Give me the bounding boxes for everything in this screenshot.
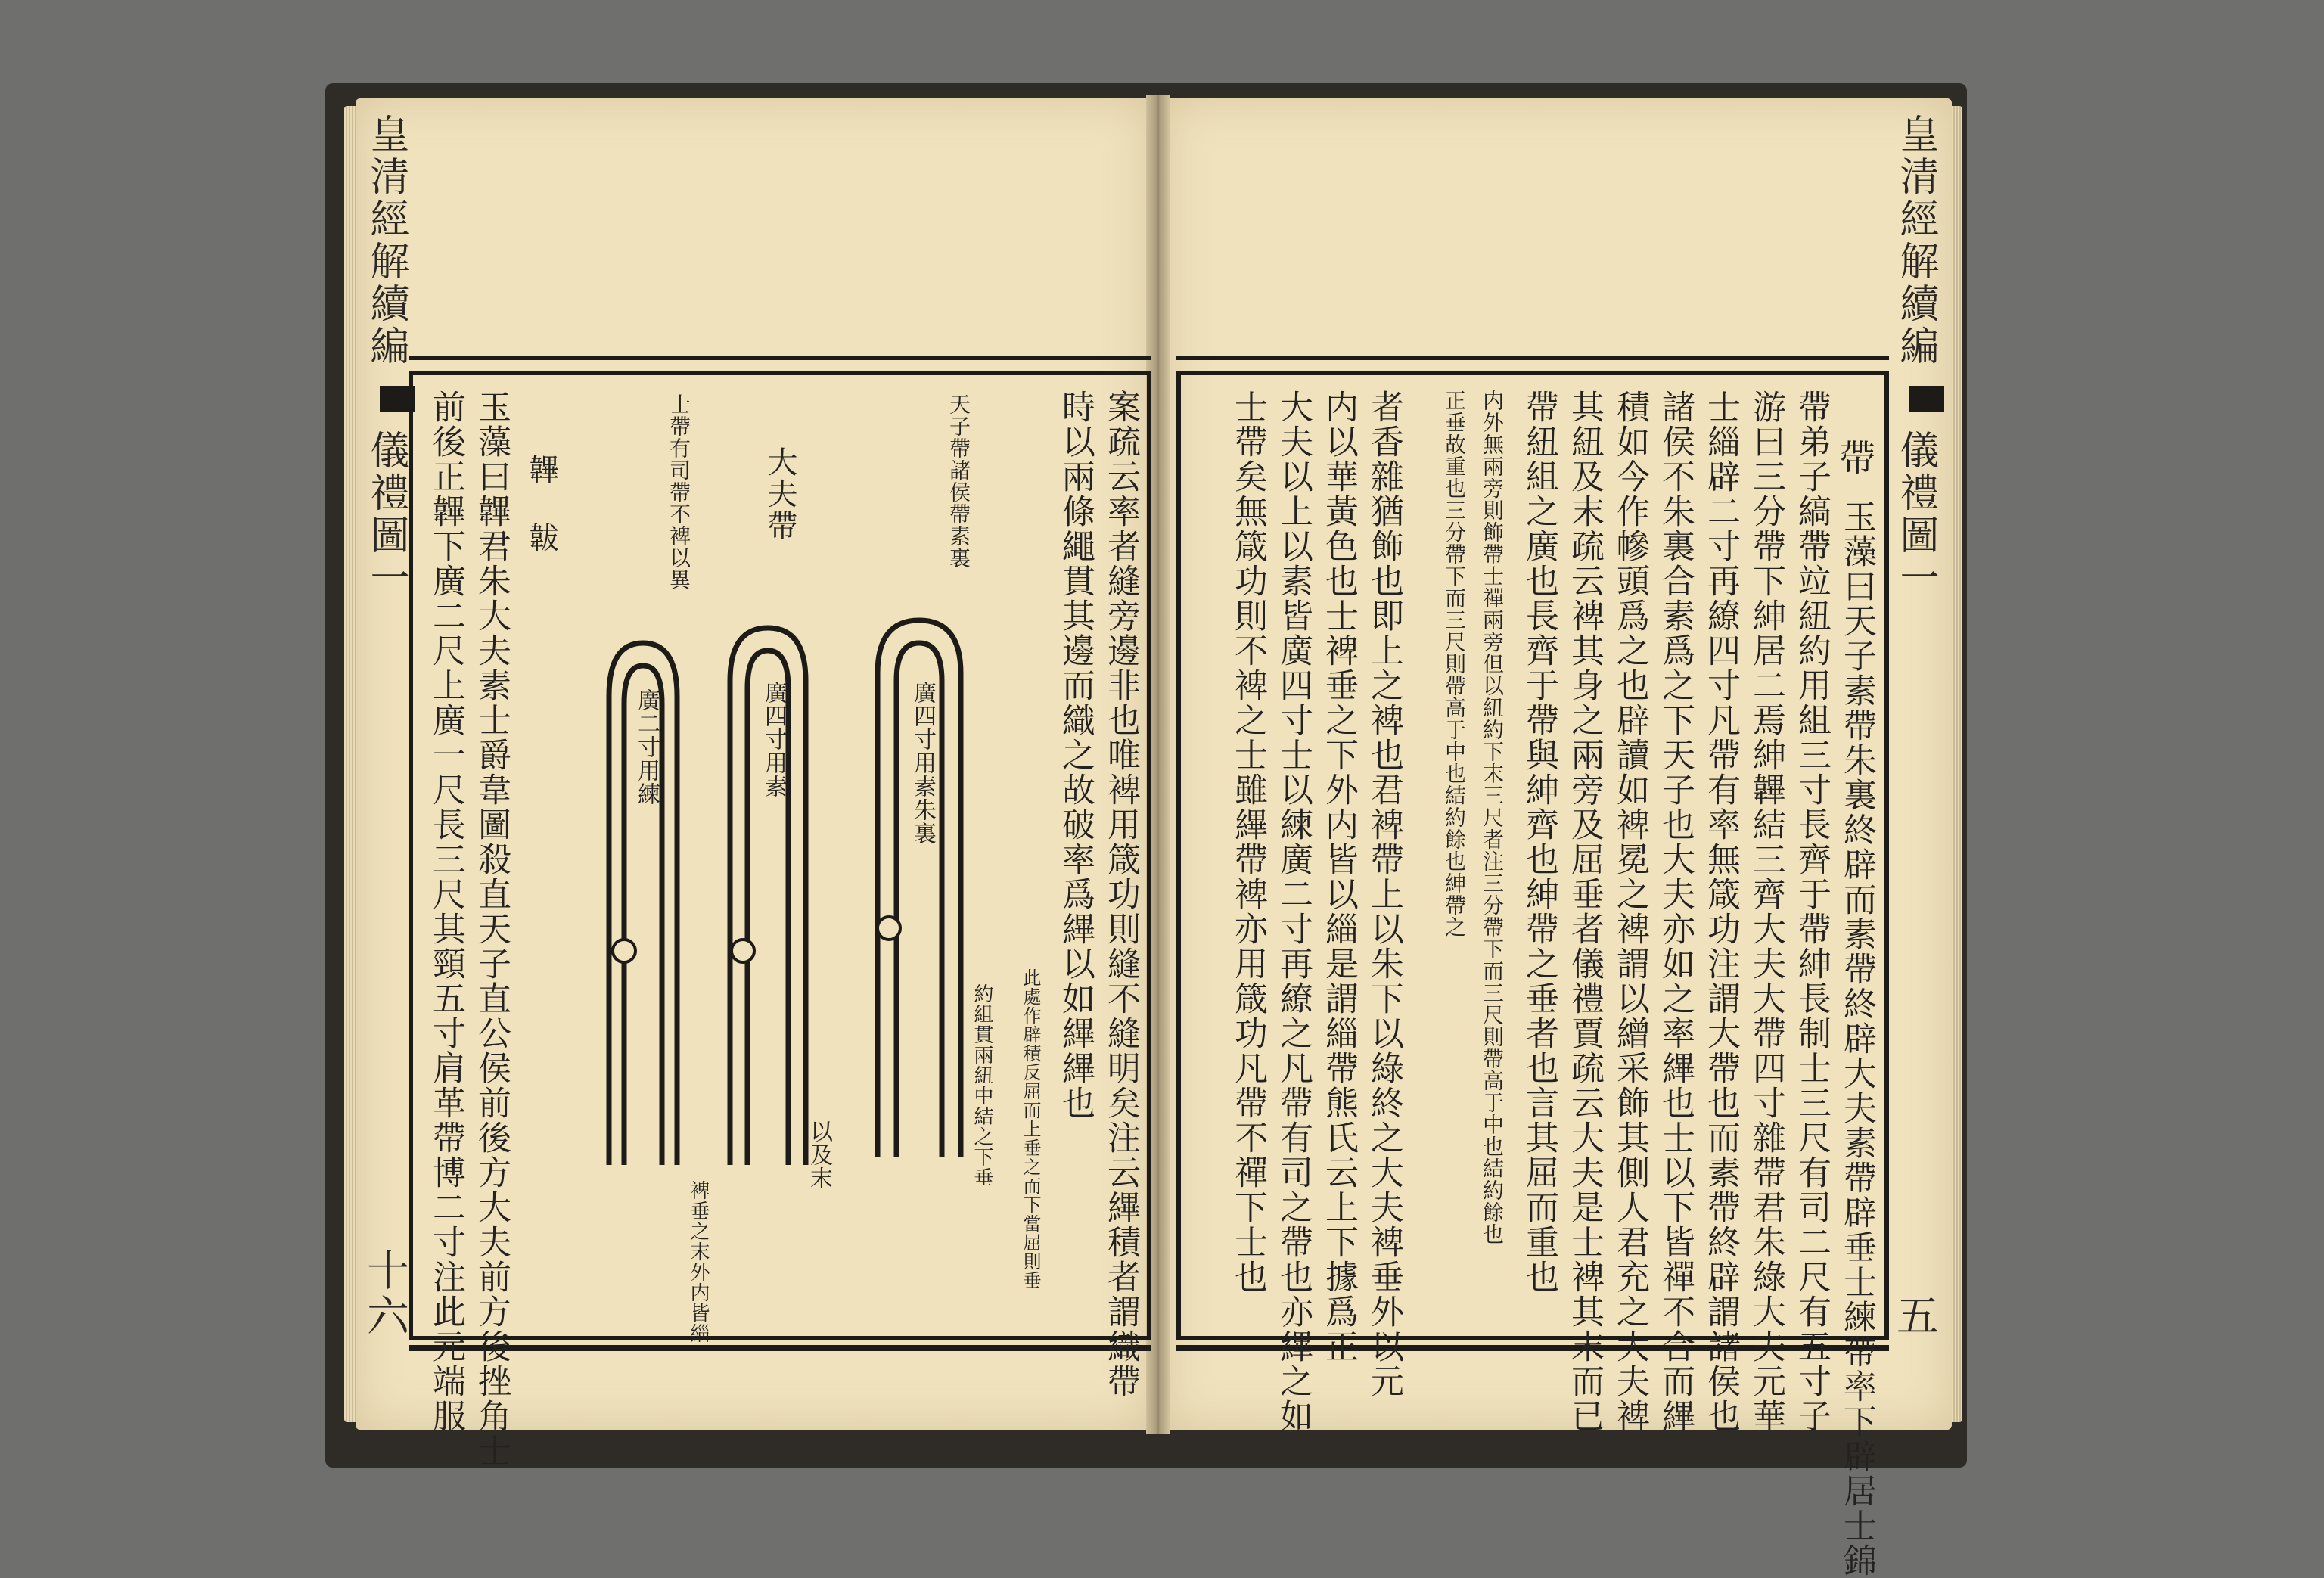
frame-bottom-rule	[409, 1345, 1151, 1351]
page-number: 五	[1890, 1294, 1939, 1339]
page-number: 十六	[360, 1248, 409, 1339]
figure-1-note: 約組貫兩紐中結之下垂	[971, 983, 993, 1188]
text-column-8: 帶紐組之廣也長齊于帶與紳齊也紳帶之垂者也言其屈而重也	[1520, 390, 1558, 1294]
section-label: 儀禮圖一	[1893, 430, 1938, 599]
text-column-1: 案疏云率者縫旁邊非也唯裨用箴功則縫不縫明矣注云縪積者謂織帶	[1101, 390, 1140, 1399]
text-column-13: 大夫以上以素皆廣四寸士以練廣二寸再繚之凡帶有司之帶也亦縪之如	[1274, 390, 1313, 1434]
text-column-4: 士緇辟二寸再繚四寸凡帶有率無箴功注謂大帶也而素帶終辟謂諸侯也	[1701, 390, 1740, 1434]
figure-1-title: 天子帶諸侯帶素裏	[946, 393, 971, 569]
belt-knot	[876, 915, 902, 941]
text-column-3: 玉藻曰韠君朱大夫素士爵韋圖殺直天子直公侯前後方大夫前方後挫角士	[472, 390, 511, 1468]
text-column-3: 游曰三分帶下紳居二焉紳韠結三齊大夫大帶四寸雜帶君朱綠大夫元華	[1747, 390, 1785, 1434]
section-heading: 韠 韍	[524, 454, 559, 554]
text-column-14: 士帶矣無箴功則不裨之士雖縪帶裨亦用箴功凡帶不禪下士也	[1229, 390, 1267, 1294]
text-column-9: 内外無兩旁則飾帶士禪兩旁但以紐約下末三尺者注三分帶下而三尺則帶高于中也結約餘也	[1480, 390, 1505, 1245]
text-column-12: 内以華黃色也士裨垂之下外内皆以緇是謂緇帶熊氏云上下據爲正	[1319, 390, 1358, 1364]
text-column-2: 帶弟子縞帶竝紐約用組三寸長齊于帶紳長制士三尺有司二尺有五寸子	[1792, 390, 1831, 1434]
figure-3-note: 裨垂之末外内皆緇	[687, 1180, 710, 1343]
frame-top-rule	[409, 356, 1151, 360]
belt-knot	[730, 938, 756, 964]
text-column-1: 玉藻曰天子素帶朱裏終辟而素帶終辟大夫素帶辟垂士練帶率下辟居士錦	[1838, 499, 1876, 1578]
running-title: 皇清經解續編	[363, 113, 409, 368]
text-column-11: 者香雜猶飾也即上之裨也君裨帶上以朱下以綠終之大夫裨垂外以元	[1365, 390, 1403, 1399]
figure-2-note: 以及末	[806, 1120, 832, 1190]
section-label: 儀禮圖一	[363, 430, 409, 599]
left-fishtail-column	[362, 113, 415, 1339]
fishtail-mark	[1909, 386, 1944, 412]
figure-2-title: 大夫帶	[763, 446, 797, 542]
text-column-5: 諸侯不朱裏合素爲之下天子也大夫亦如之率縪也士以下皆禪不合而縪	[1656, 390, 1695, 1434]
text-column-4: 前後正韠下廣二尺上廣一尺長三尺其頸五寸肩革帶博二寸注此元端服	[427, 390, 465, 1434]
text-column-10: 正垂故重也三分帶下而三尺則帶高于中也結約餘也紳帶之	[1442, 390, 1467, 938]
figure-2-label: 廣四寸用素	[760, 681, 787, 798]
figure-1-label: 廣四寸用素朱裏	[909, 681, 936, 845]
fishtail-mark	[380, 386, 415, 412]
frame-top-rule	[1176, 356, 1889, 360]
text-column-2: 時以兩條繩貫其邊而織之故破率爲縪以如縪縪也	[1056, 390, 1095, 1120]
running-title: 皇清經解續編	[1893, 113, 1938, 368]
figure-3-label: 廣二寸用練	[633, 688, 660, 806]
section-heading: 帶	[1833, 439, 1875, 477]
belt-knot	[611, 938, 637, 964]
text-column-7: 其紐及末疏云裨其身之兩旁及屈垂者儀禮賈疏云大夫是士裨其末而已	[1565, 390, 1604, 1434]
figure-3-title: 士帶有司帶不裨以異	[666, 393, 691, 591]
right-fishtail-column	[1891, 113, 1944, 1339]
figure-1-note-2: 此處作辟積反屈而上垂之而下當屈則垂	[1020, 968, 1041, 1290]
text-column-6: 積如今作幓頭爲之也辟讀如裨冕之裨謂以繒采飾其側人君充之大夫裨	[1611, 390, 1649, 1434]
